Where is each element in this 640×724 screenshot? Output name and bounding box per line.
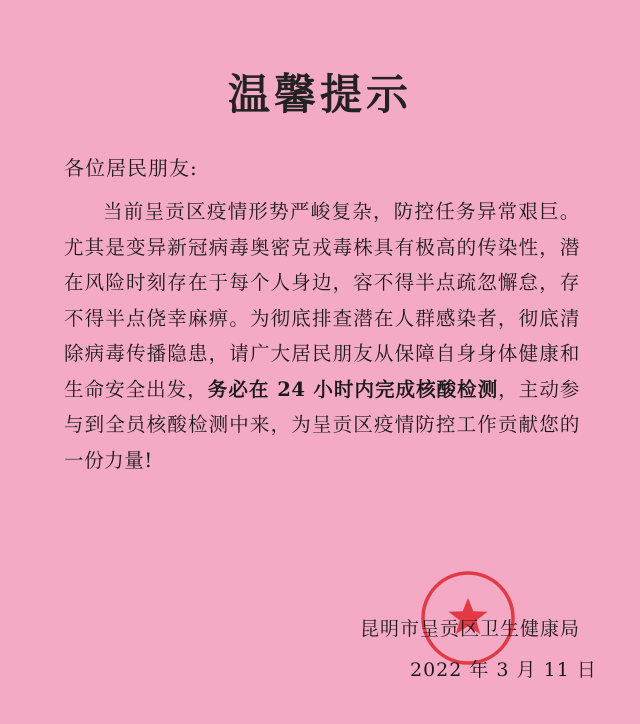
notice-title: 温馨提示	[227, 70, 412, 119]
body-emphasis: 务必在 24 小时内完成核酸检测	[207, 377, 499, 401]
date: 2022 年 3 月 11 日	[410, 659, 597, 681]
body-part-2: ，主动参与到全员核酸检测中来，为呈贡区疫情防控工作贡献您的一份力量!	[64, 377, 580, 472]
notice-body	[64, 194, 580, 478]
signature: 昆明市呈贡区卫生健康局	[360, 618, 581, 640]
salutation: 各位居民朋友:	[64, 156, 198, 180]
body-part-1: 当前呈贡区疫情形势严峻复杂，防控任务异常艰巨。尤其是变异新冠病毒奥密克戎毒株具有极高的传染性，潜在风险时刻存在于每个人身边，容不得半点疏忽懈怠，存不得半点侥幸麻痹。为彻底排查潜在人群感染者，彻底清除病毒传播隐患，请广大居民朋友从保障自身身体健康和生命安全出发，	[64, 200, 580, 401]
